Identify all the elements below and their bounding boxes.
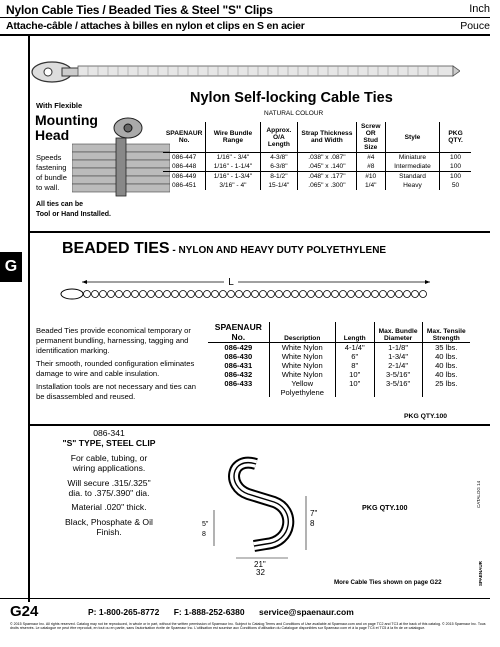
mounting-label: Mounting [35,112,98,128]
beaded-ties-title: BEADED TIES - NYLON AND HEAVY DUTY POLYETHYLENE [62,240,387,257]
s-clip-height-dim: 7" [310,509,318,518]
catalog-side-label: CATALOG 14 [476,480,481,508]
col-header-description: Description [269,322,335,343]
col-header-range: Wire Bundle Range [206,122,260,153]
header-divider [0,34,490,36]
s-clip-info: 086-341 "S" TYPE, STEEL CLIP For cable, tubing, or wiring applications. Will secure .315/.325" dia. to .375/.390" dia. Material .020" thick. Black, Phosphate & Oil Finish. [42,428,176,538]
more-ties-note: More Cable Ties shown on page G22 [334,579,442,586]
table-row: 086-431 White Nylon 8" 2-1/4" 40 lbs. [208,361,470,370]
table-row: 086-429 White Nylon 4-1/4" 1-1/8" 35 lbs. [208,343,470,353]
svg-text:8: 8 [202,531,206,538]
cable-ties-subtitle: NATURAL COLOUR [264,110,324,117]
col-header-length: Length [335,322,374,343]
col-header-thickness: Strap Thickness and Width [298,122,356,153]
copyright-fine-print: © 2015 Spaenaur Inc. All rights reserved. Catalog may not be reproduced, in whole or in part, without the written permission of Spaenaur Inc. Subject to Catalog Terms and Conditions of Use available at Spaenaur.com and on page TC2 and TC3 at the back of this catalog. © 2015 Spaenaur Inc. Tous droits réservés. Le catalogue ne peut être reproduit, en tout ou en partie, sans l'autorisation écrite de Spaenaur Inc. L'utilisation est soumise aux Conditions d'utilisation du Catalogue disponibles sur Spaenaur.com et à la page TC4 et TC5 à la fin de ce catalogue. [10,622,486,631]
beaded-description: Beaded Ties provide economical temporary or permanent bundling, harnessing, tagging and identification marking. Their smooth, rounded configuration eliminates damage to wire and cable insulation. Installation tools are not necessary and ties can be disassembled and reused. [36,326,196,401]
table-row: 086-449 1/16" - 1-3/4" 8-1/2" .048" x .177" #10 Standard 100 [163,172,471,182]
tool-install-note: All ties can be Tool or Hand Installed. [36,201,111,218]
cable-ties-title: Nylon Self-locking Cable Ties [190,90,393,106]
flexible-label: With Flexible [36,101,83,110]
col-header-no: SPAENAUR No. [208,322,269,343]
brand-side-label: SPAENAUR [478,561,483,586]
col-header-style: Style [385,122,439,153]
email-link[interactable]: service@spaenaur.com [259,607,354,617]
s-clip-drawing [196,446,326,576]
svg-text:8: 8 [310,519,315,528]
cable-bundle-illustration [72,108,170,200]
fax-number: F: 1-888-252-6380 [173,607,245,617]
s-clip-pkg-qty: PKG QTY.100 [362,503,408,512]
s-clip-inner-dim: 5" [202,521,209,528]
phone-number: P: 1-800-265-8772 [88,607,160,617]
cable-ties-table [163,122,471,190]
col-header-length: Approx. O/A Length [260,122,298,153]
length-dimension-label: L [228,277,234,288]
beaded-pkg-qty: PKG QTY.100 [404,413,448,420]
unit-en: Inch [469,3,490,15]
section-divider-1 [28,231,490,233]
table-row: 086-433 Yellow Polyethylene 10" 3-5/16" 25 lbs. [208,379,470,397]
col-header-pkg: PKG QTY. [440,122,471,153]
page-title: Nylon Cable Ties / Beaded Ties & Steel "S" Clips [6,3,273,17]
cable-tie-image [30,58,460,86]
svg-text:32: 32 [256,568,265,576]
col-header-no: SPAENAUR No. [163,122,206,153]
col-header-diameter: Max. Bundle Diameter [374,322,422,343]
section-tab-g: G [0,252,22,282]
section-divider-2 [28,424,490,426]
head-label: Head [35,127,70,143]
footer-contact [88,607,354,617]
left-frame-line [28,34,30,602]
table-row: 086-432 White Nylon 10" 3-5/16" 40 lbs. [208,370,470,379]
unit-fr: Pouce [460,20,490,32]
s-clip-width-dim: 21" [254,560,266,569]
table-row: 086-430 White Nylon 6" 1-3/4" 40 lbs. [208,352,470,361]
table-row: 086-447 1/16" - 3/4" 4-3/8" .038" x .087" #4 Miniature 100 [163,153,471,163]
table-row: 086-451 3/16" - 4" 15-1/4" .065" x .300" 1/4" Heavy 50 [163,181,471,190]
beaded-ties-table [208,322,470,397]
header-rule [0,17,490,18]
table-row: 086-448 1/16" - 1-1/4" 6-3/8" .045" x .140" #8 Intermediate 100 [163,162,471,172]
page-number: G24 [10,603,39,620]
page-subtitle: Attache-câble / attaches à billes en nylon et clips en S en acier [6,20,305,32]
footer-rule [0,598,490,599]
s-clip-title: "S" TYPE, STEEL CLIP [62,438,156,449]
s-clip-part-no: 086-341 [93,428,125,438]
speeds-text: Speeds fastening of bundle to wall. [36,153,67,192]
col-header-tensile: Max. Tensile Strength [422,322,470,343]
col-header-screw: Screw OR Stud Size [356,122,385,153]
beaded-tie-image [60,272,440,306]
